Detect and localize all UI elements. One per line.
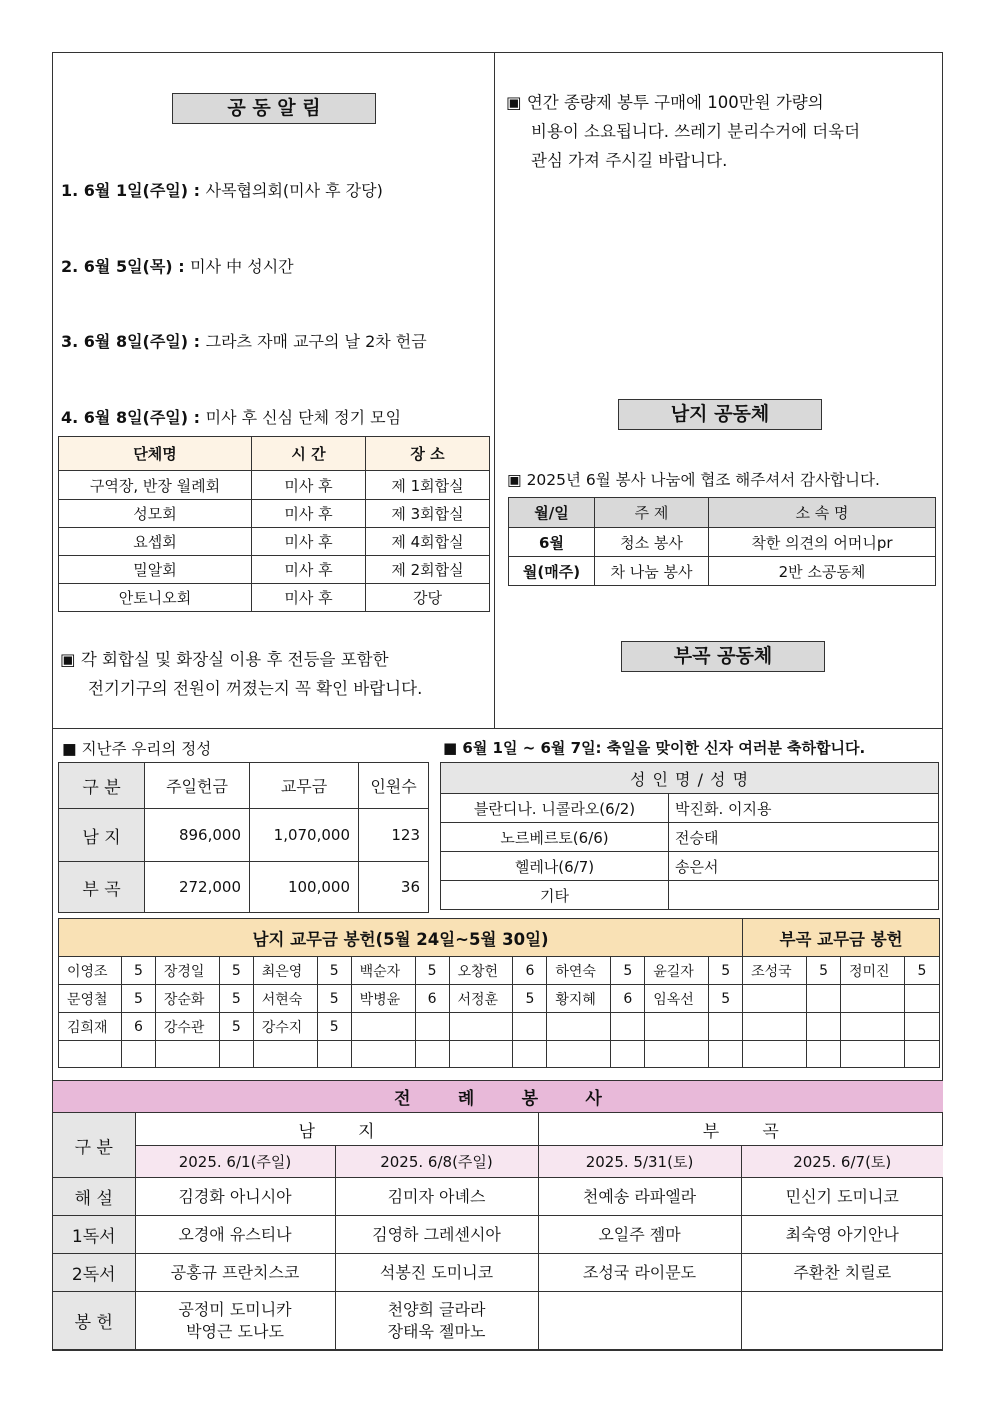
liturgy-cell	[538, 1254, 741, 1292]
table-header: 시 간	[252, 437, 366, 471]
liturgy-cell	[335, 1178, 538, 1216]
table-header: 소 속 명	[709, 498, 936, 528]
feast-table	[440, 762, 939, 910]
liturgy-person: 천양희 글라라	[387, 1299, 486, 1319]
table-cell: 제 4회합실	[366, 528, 490, 556]
announcement-1: 1. 6월 1일(주일) : 사목협의회(미사 후 강당)	[61, 181, 383, 200]
liturgy-person: 주환찬 치릴로	[793, 1262, 892, 1282]
table-cell: 차 나눔 봉사	[595, 557, 709, 586]
dues-amount	[709, 1041, 743, 1068]
table-cell: 123	[359, 809, 429, 862]
announcement-3: 3. 6월 8일(주일) : 그라츠 자매 교구의 날 2차 헌금	[61, 332, 427, 351]
table-cell: 노르베르토(6/6)	[441, 823, 669, 852]
dues-amount	[709, 1013, 743, 1041]
column-divider	[494, 52, 495, 728]
dues-amount	[513, 1013, 547, 1041]
dues-name	[743, 1013, 807, 1041]
liturgy-person: 천예송 라파엘라	[582, 1186, 697, 1206]
table-cell: 구역장, 반장 월례회	[59, 471, 252, 500]
dues-name: 윤길자	[645, 957, 709, 985]
namji-community-title: 남지 공동체	[618, 399, 822, 430]
table-cell: 미사 후	[252, 584, 366, 612]
dues-name	[743, 1041, 807, 1068]
dues-name: 조성국	[743, 957, 807, 985]
dues-name	[547, 1013, 611, 1041]
dues-amount: 5	[415, 957, 449, 985]
dues-amount	[317, 1041, 351, 1068]
power-notice: ▣ 각 회합실 및 화장실 이용 후 전등을 포함한 전기기구의 전원이 꺼졌는지 꼭 확인 바랍니다.	[60, 650, 423, 698]
dues-amount: 5	[317, 1013, 351, 1041]
table-cell: 기타	[441, 881, 669, 910]
dues-amount	[904, 1013, 939, 1041]
dues-name: 오창헌	[449, 957, 513, 985]
dues-name	[841, 1041, 905, 1068]
liturgy-title: 전 례 봉 사	[53, 1081, 943, 1113]
table-cell: 강당	[366, 584, 490, 612]
table-cell: 남 지	[59, 809, 145, 862]
dues-name: 김희재	[59, 1013, 122, 1041]
dues-amount	[611, 1013, 645, 1041]
dues-amount	[807, 985, 841, 1013]
liturgy-gubun: 구 분	[53, 1113, 135, 1178]
table-cell: 블란디나. 니콜라오(6/2)	[441, 794, 669, 823]
liturgy-cell	[741, 1216, 943, 1254]
dues-name	[351, 1013, 415, 1041]
liturgy-bugok-header: 부 곡	[538, 1113, 943, 1146]
dues-name: 서정훈	[449, 985, 513, 1013]
table-header: 인원수	[359, 763, 429, 809]
liturgy-person: 조성국 라이문도	[582, 1262, 697, 1282]
dues-amount: 6	[415, 985, 449, 1013]
dues-amount: 6	[121, 1013, 155, 1041]
table-cell: 제 3회합실	[366, 500, 490, 528]
liturgy-person: 김경화 아니시아	[178, 1186, 292, 1206]
group-meeting-table	[58, 436, 490, 612]
table-cell: 요셉회	[59, 528, 252, 556]
dues-amount: 5	[219, 957, 253, 985]
table-cell: 송은서	[669, 852, 939, 881]
dues-amount: 5	[904, 957, 939, 985]
table-cell	[669, 881, 939, 910]
table-cell: 미사 후	[252, 528, 366, 556]
liturgy-cell	[538, 1178, 741, 1216]
namji-thanks-notice: ▣ 2025년 6월 봉사 나눔에 협조 해주셔서 감사합니다.	[507, 471, 880, 489]
dues-amount: 5	[709, 985, 743, 1013]
dues-name: 임옥선	[645, 985, 709, 1013]
dues-name	[645, 1041, 709, 1068]
table-header: 월/일	[509, 498, 595, 528]
section-divider	[52, 728, 943, 729]
dues-amount: 5	[219, 1013, 253, 1041]
liturgy-date: 2025. 5/31(토)	[538, 1146, 741, 1178]
liturgy-namji-header: 남 지	[135, 1113, 538, 1146]
liturgy-table	[53, 1080, 943, 1350]
liturgy-cell	[538, 1216, 741, 1254]
dues-name	[59, 1041, 122, 1068]
dues-name: 정미진	[841, 957, 905, 985]
liturgy-date: 2025. 6/8(주일)	[335, 1146, 538, 1178]
table-header: 주 제	[595, 498, 709, 528]
dues-name: 백순자	[351, 957, 415, 985]
liturgy-date: 2025. 6/1(주일)	[135, 1146, 335, 1178]
table-cell: 전승태	[669, 823, 939, 852]
trash-notice: ▣ 연간 종량제 봉투 구매에 100만원 가량의 비용이 소요됩니다. 쓰레기 분리수거에 더욱더 관심 가져 주시길 바랍니다.	[506, 93, 861, 170]
service-table	[508, 497, 936, 586]
dues-name: 문영철	[59, 985, 122, 1013]
dues-name	[841, 985, 905, 1013]
dues-amount	[219, 1041, 253, 1068]
dues-amount: 5	[611, 957, 645, 985]
table-cell: 착한 의견의 어머니pr	[709, 528, 936, 557]
dues-name: 장경일	[155, 957, 219, 985]
table-header: 구 분	[59, 763, 145, 809]
dues-amount	[904, 1041, 939, 1068]
liturgy-cell	[135, 1292, 335, 1350]
dues-amount	[513, 1041, 547, 1068]
table-cell: 100,000	[250, 862, 359, 913]
liturgy-person: 김미자 아녜스	[387, 1186, 486, 1206]
dues-name: 서현숙	[253, 985, 317, 1013]
liturgy-role: 봉 헌	[53, 1292, 135, 1350]
dues-name: 강수관	[155, 1013, 219, 1041]
dues-name: 황지혜	[547, 985, 611, 1013]
dues-name	[449, 1041, 513, 1068]
dues-amount: 5	[219, 985, 253, 1013]
liturgy-cell	[135, 1216, 335, 1254]
bugok-dues-title: 부곡 교무금 봉헌	[743, 919, 940, 957]
announcement-2: 2. 6월 5일(목) : 미사 中 성시간	[61, 257, 294, 276]
dues-amount: 5	[121, 957, 155, 985]
table-cell: 1,070,000	[250, 809, 359, 862]
dues-amount: 5	[317, 985, 351, 1013]
table-cell: 월(매주)	[509, 557, 595, 586]
liturgy-person: 오경애 유스티나	[178, 1224, 292, 1244]
table-cell: 6월	[509, 528, 595, 557]
dues-name: 하연숙	[547, 957, 611, 985]
table-cell: 밀알회	[59, 556, 252, 584]
liturgy-cell	[335, 1216, 538, 1254]
liturgy-cell	[538, 1292, 741, 1350]
dues-amount	[121, 1041, 155, 1068]
square-bullet-icon: ▣	[60, 650, 76, 669]
dues-name	[351, 1041, 415, 1068]
namji-dues-title: 남지 교무금 봉헌(5월 24일~5월 30일)	[59, 919, 743, 957]
liturgy-cell	[741, 1254, 943, 1292]
liturgy-person: 박영근 도나도	[186, 1321, 284, 1341]
dues-name: 강수지	[253, 1013, 317, 1041]
dues-amount: 6	[513, 957, 547, 985]
liturgy-person: 공홍규 프란치스코	[170, 1262, 300, 1282]
dues-amount	[415, 1013, 449, 1041]
dues-amount	[807, 1041, 841, 1068]
liturgy-role: 해 설	[53, 1178, 135, 1216]
table-cell: 제 1회합실	[366, 471, 490, 500]
table-header: 교무금	[250, 763, 359, 809]
dues-name	[253, 1041, 317, 1068]
liturgy-person: 장태욱 젤마노	[387, 1321, 486, 1341]
liturgy-cell	[135, 1254, 335, 1292]
liturgy-person: 김영하 그레센시아	[372, 1224, 501, 1244]
dues-amount: 5	[121, 985, 155, 1013]
offering-table	[58, 762, 429, 913]
liturgy-date: 2025. 6/7(토)	[741, 1146, 943, 1178]
liturgy-person: 석봉진 도미니코	[379, 1262, 494, 1282]
dues-name: 이영조	[59, 957, 122, 985]
dues-name	[645, 1013, 709, 1041]
table-cell: 36	[359, 862, 429, 913]
table-cell: 미사 후	[252, 500, 366, 528]
liturgy-role: 1독서	[53, 1216, 135, 1254]
dues-amount: 5	[317, 957, 351, 985]
table-cell: 부 곡	[59, 862, 145, 913]
table-cell: 박진화. 이지용	[669, 794, 939, 823]
table-cell: 안토니오회	[59, 584, 252, 612]
table-cell: 2반 소공동체	[709, 557, 936, 586]
table-cell: 청소 봉사	[595, 528, 709, 557]
bugok-community-title: 부곡 공동체	[621, 641, 825, 672]
square-bullet-icon: ▣	[506, 93, 522, 112]
liturgy-cell	[335, 1254, 538, 1292]
dues-name	[547, 1041, 611, 1068]
liturgy-cell	[135, 1178, 335, 1216]
dues-name: 장순화	[155, 985, 219, 1013]
dues-table	[58, 918, 940, 1068]
table-cell: 미사 후	[252, 556, 366, 584]
dues-amount: 5	[513, 985, 547, 1013]
dues-name: 최은영	[253, 957, 317, 985]
feast-title: ■ 6월 1일 ~ 6월 7일: 축일을 맞이한 신자 여러분 축하합니다.	[443, 739, 866, 757]
dues-amount	[807, 1013, 841, 1041]
table-cell: 헬레나(6/7)	[441, 852, 669, 881]
table-cell: 896,000	[145, 809, 250, 862]
table-header: 장 소	[366, 437, 490, 471]
offering-title: ■ 지난주 우리의 정성	[62, 740, 212, 758]
table-cell: 제 2회합실	[366, 556, 490, 584]
dues-amount: 5	[807, 957, 841, 985]
liturgy-person: 오일주 젬마	[598, 1224, 681, 1244]
dues-amount: 6	[611, 985, 645, 1013]
liturgy-person: 민신기 도미니코	[785, 1186, 899, 1206]
liturgy-cell	[741, 1178, 943, 1216]
table-header: 성 인 명 / 성 명	[441, 763, 939, 794]
announcement-title: 공 동 알 림	[172, 93, 376, 124]
table-cell: 미사 후	[252, 471, 366, 500]
table-cell: 272,000	[145, 862, 250, 913]
liturgy-cell	[741, 1292, 943, 1350]
liturgy-role: 2독서	[53, 1254, 135, 1292]
announcement-4: 4. 6월 8일(주일) : 미사 후 신심 단체 정기 모임	[61, 408, 402, 427]
liturgy-person: 공정미 도미니카	[178, 1299, 292, 1319]
liturgy-cell	[335, 1292, 538, 1350]
dues-amount	[904, 985, 939, 1013]
dues-name	[841, 1013, 905, 1041]
dues-amount	[611, 1041, 645, 1068]
dues-name: 박병윤	[351, 985, 415, 1013]
dues-name	[743, 985, 807, 1013]
liturgy-person: 최숙영 아기안나	[785, 1224, 899, 1244]
table-header: 단체명	[59, 437, 252, 471]
table-cell: 성모회	[59, 500, 252, 528]
dues-name	[449, 1013, 513, 1041]
dues-name	[155, 1041, 219, 1068]
dues-amount	[415, 1041, 449, 1068]
dues-amount: 5	[709, 957, 743, 985]
table-header: 주일헌금	[145, 763, 250, 809]
